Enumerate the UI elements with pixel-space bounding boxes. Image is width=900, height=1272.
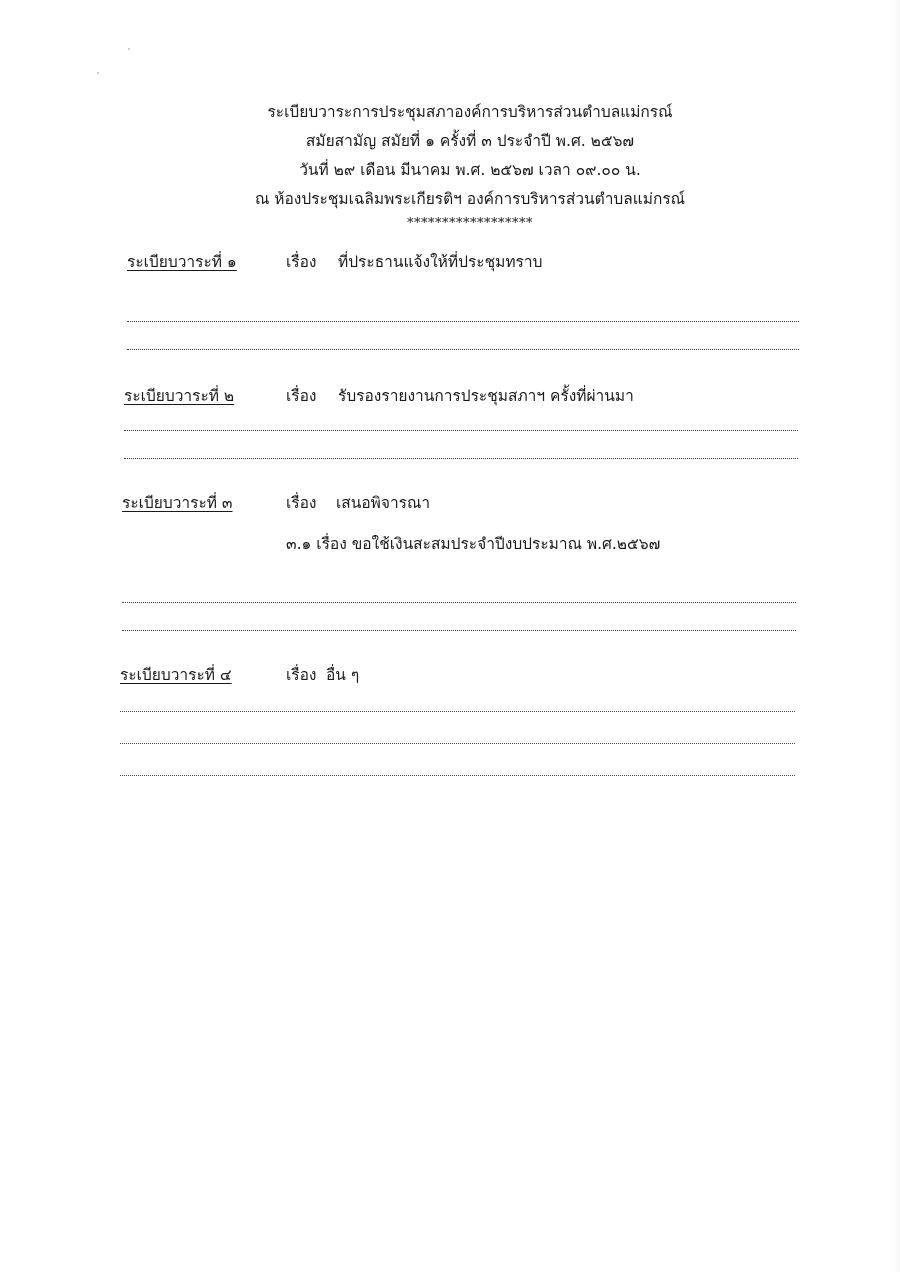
agenda-item-1 (0, 251, 900, 275)
header-separator: ****************** (407, 216, 533, 231)
dotted-write-line (120, 775, 795, 776)
dotted-write-line (122, 602, 796, 603)
agenda-label: ระเบียบวาระที่ ๒ (124, 387, 235, 405)
agenda-label: ระเบียบวาระที่ ๑ (127, 253, 237, 271)
agenda-label: ระเบียบวาระที่ ๓ (122, 494, 233, 512)
page-edge-shadow (894, 0, 900, 1272)
agenda-subject-word: เรื่อง (286, 253, 317, 271)
agenda-subject: อื่น ๆ (326, 666, 360, 684)
scan-speck (128, 48, 130, 50)
agenda-item-3 (0, 492, 900, 516)
header-date-time: วันที่ ๒๙ เดือน มีนาคม พ.ศ. ๒๕๖๗ เวลา ๐๙.๐๐ น. (299, 161, 641, 179)
agenda-item-4 (0, 664, 900, 688)
agenda-subject-word: เรื่อง (286, 494, 317, 512)
agenda-subject: รับรองรายงานการประชุมสภาฯ ครั้งที่ผ่านมา (338, 387, 634, 405)
document-header (150, 98, 790, 234)
dotted-write-line (127, 321, 799, 322)
scan-speck (97, 72, 99, 74)
dotted-write-line (120, 743, 795, 744)
dotted-write-line (127, 349, 799, 350)
agenda-subject: ที่ประธานแจ้งให้ที่ประชุมทราบ (338, 253, 543, 271)
agenda-sub-item: ๓.๑ เรื่อง ขอใช้เงินสะสมประจำปีงบประมาณ พ.ศ.๒๕๖๗ (286, 535, 661, 553)
dotted-write-line (120, 711, 795, 712)
dotted-write-line (122, 630, 796, 631)
header-session: สมัยสามัญ สมัยที่ ๑ ครั้งที่ ๓ ประจำปี พ.ศ. ๒๕๖๗ (305, 132, 635, 150)
agenda-subject: เสนอพิจารณา (336, 494, 431, 512)
agenda-item-2 (0, 385, 900, 409)
header-title: ระเบียบวาระการประชุมสภาองค์การบริหารส่วนตำบลแม่กรณ์ (267, 103, 673, 121)
agenda-subject-word: เรื่อง (286, 387, 317, 405)
agenda-label: ระเบียบวาระที่ ๔ (120, 666, 232, 684)
agenda-subject-word: เรื่อง (286, 666, 317, 684)
dotted-write-line (124, 458, 798, 459)
header-venue: ณ ห้องประชุมเฉลิมพระเกียรติฯ องค์การบริหารส่วนตำบลแม่กรณ์ (254, 190, 686, 208)
dotted-write-line (124, 430, 798, 431)
